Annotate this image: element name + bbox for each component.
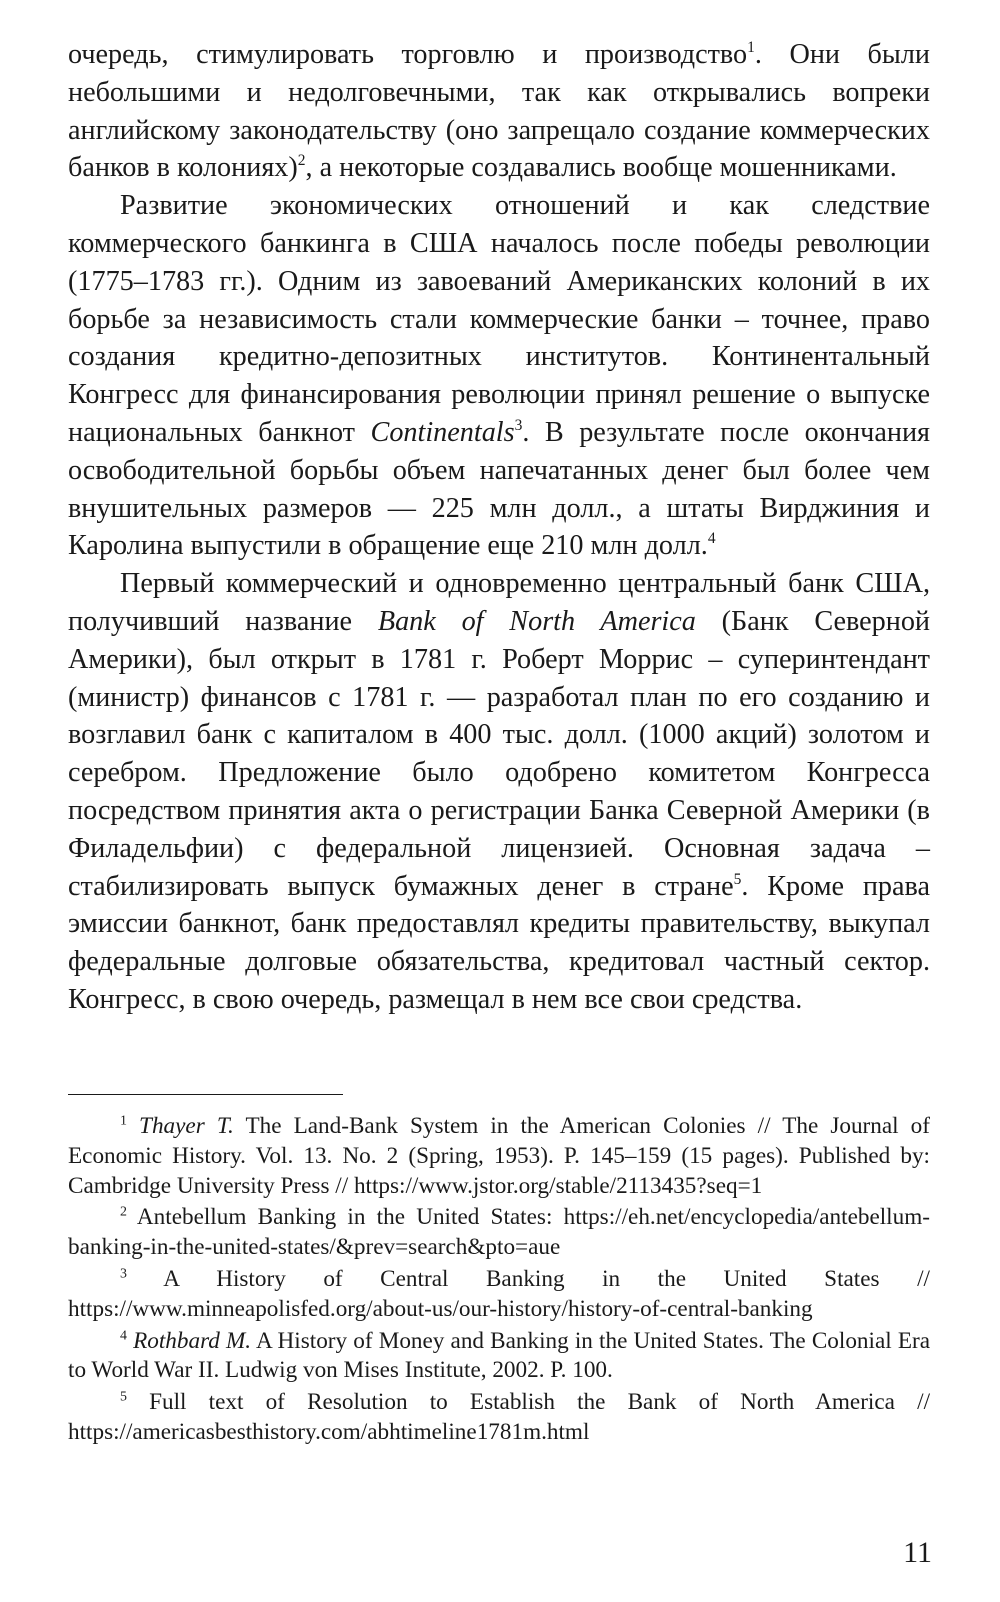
paragraph xyxy=(68,36,930,187)
footnotes xyxy=(68,1112,930,1450)
italic-text: Continentals xyxy=(370,416,515,448)
footnote xyxy=(68,1112,930,1201)
footnote-separator xyxy=(68,1094,343,1095)
text-run: , а некоторые создавались вообще мошенниками. xyxy=(305,152,897,184)
text-run: . Они были небольшими и недолговечными, так как открывались вопреки английскому законодательству (оно запрещало создание коммерческих банков в колониях) xyxy=(68,39,930,184)
paragraph xyxy=(68,565,930,1019)
text-run: Full text of Resolution to Establish the Bank of North America // https://americasbesthistory.com/abhtimeline1781m.html xyxy=(68,1389,931,1445)
footnote-number: 2 xyxy=(120,1205,127,1221)
text-run: (Банк Северной Америки), был открыт в 1781 г. Роберт Моррис – суперинтендант (министр) финансов с 1781 г. — разработал план по его созданию и возглавил банк с капиталом в 400 тыс. долл. (1000 акций) золотом и серебром. Предложение было одобрено комитетом Конгресса посредством принятия акта о регистрации Банка Северной Америки (в Филадельфии) с федеральной лицензией. Основная задача – стабилизировать выпуск бумажных денег в стране xyxy=(68,605,930,902)
text-run: Первый коммерческий и одновременно центральный банк США, получивший название xyxy=(68,568,930,637)
footnote-ref: 4 xyxy=(707,530,716,548)
text-run: Развитие экономических отношений и как следствие коммерческого банкинга в США началось после победы революции (1775–1783 гг.). Одним из завоеваний Американских колоний в их борьбе за независимость стали коммерческие банки – точнее, право создания кредитно-депозитных институтов. Континентальный Конгресс для финансирования революции принял решение о выпуске национальных банкнот xyxy=(68,190,930,448)
footnote xyxy=(68,1388,930,1448)
footnote xyxy=(68,1203,930,1263)
text-run: The Land-Bank System in the American Colonies // The Journal of Economic History. Vol. 13. No. 2 (Spring, 1953). P. 145–159 (15 pages). Published by: Cambridge University Press // https://www.jstor.org/stable/2113435?seq=1 xyxy=(68,1113,930,1199)
italic-text: Bank of North America xyxy=(377,605,696,637)
text-run: . В результате после окончания освободительной борьбы объем напечатанных денег был более чем внушительных размеров — 225 млн долл., а штаты Вирджиния и Каролина выпустили в обращение еще 210 млн долл. xyxy=(68,416,931,562)
text-run: . Кроме права эмиссии банкнот, банк предоставлял кредиты правительству, выкупал федеральные долговые обязательства, кредитовал частный сектор. Конгресс, в свою очередь, размещал в нем все свои средства. xyxy=(68,870,930,1015)
footnote-ref: 3 xyxy=(514,417,523,435)
main-text xyxy=(68,36,930,1019)
footnote-number: 1 xyxy=(120,1113,127,1129)
footnote-number: 4 xyxy=(120,1328,127,1344)
paragraph xyxy=(68,187,930,565)
text-run: A History of Central Banking in the United States // https://www.minneapolisfed.org/about-us/our-history/history-of-central-banking xyxy=(68,1265,930,1322)
footnote-ref: 5 xyxy=(733,870,742,888)
text-run: очередь, стимулировать торговлю и производство xyxy=(68,39,748,70)
footnote-ref: 1 xyxy=(747,39,755,57)
page-number: 11 xyxy=(903,1536,932,1569)
footnote-number: 5 xyxy=(120,1389,127,1405)
italic-text: Thayer T. xyxy=(139,1113,234,1139)
text-run: A History of Money and Banking in the United States. The Colonial Era to World War II. Ludwig von Mises Institute, 2002. P. 100. xyxy=(68,1327,931,1384)
footnote xyxy=(68,1265,930,1325)
footnote xyxy=(68,1327,930,1387)
footnote-number: 3 xyxy=(120,1266,127,1282)
footnote-ref: 2 xyxy=(297,152,306,170)
italic-text: Rothbard M. xyxy=(133,1327,252,1354)
text-run: Antebellum Banking in the United States: https://eh.net/encyclopedia/antebellum-banking-in-the-united-states/&prev=search&pto=aue xyxy=(68,1204,930,1261)
